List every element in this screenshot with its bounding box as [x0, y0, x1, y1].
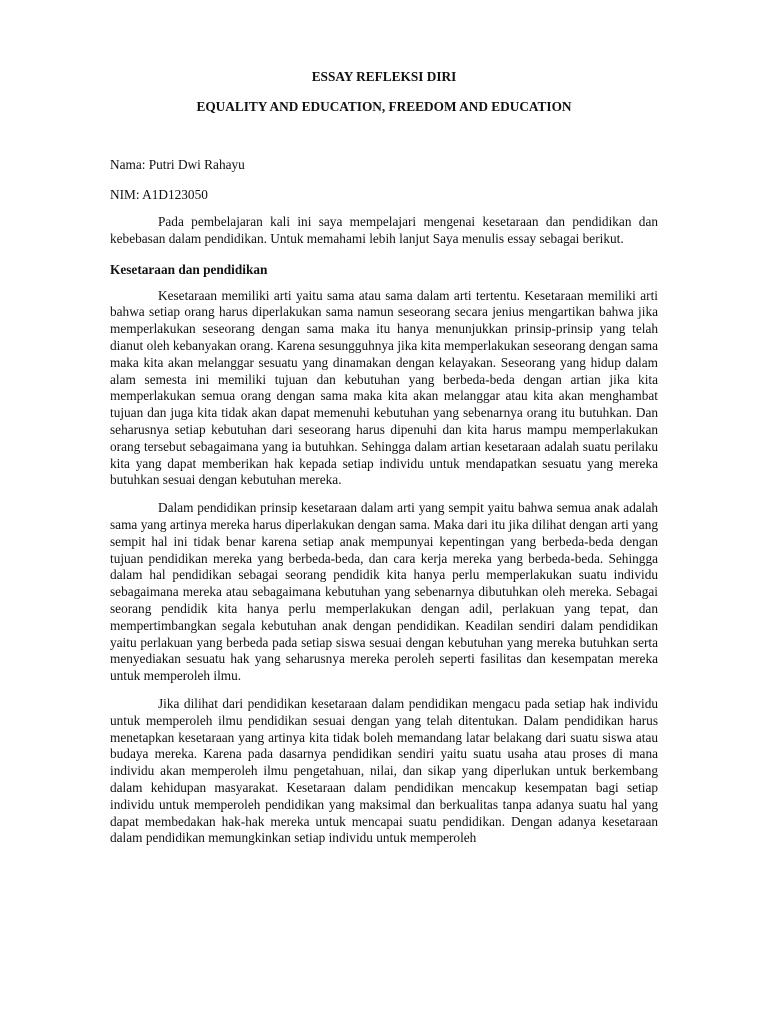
body-paragraph-1: Kesetaraan memiliki arti yaitu sama atau sama dalam arti tertentu. Kesetaraan memiliki arti bahwa setiap orang harus diperlakukan sama namun seseorang secara jenius mengartikan bahwa jika memperlakukan seseorang dengan sama maka itu hanya menunjukkan prinsip-prinsip yang telah dianut oleh kebanyakan orang. Karena sesungguhnya jika kita memperlakukan seseorang dengan sama maka kita akan melanggar sesuatu yang dinamakan dengan kelayakan. Seseorang yang hidup dalam alam semesta ini memiliki tujuan dan kebutuhan yang berbeda-beda dengan artian jika kita memperlakukan semua orang dengan sama maka kita akan melanggar atau kita akan menghambat tujuan dan juga kita tidak akan dapat memenuhi kebutuhan yang sebenarnya orang itu butuhkan. Dan seharusnya setiap kebutuhan dari seseorang harus dipenuhi dan kita harus mampu memperlakukan orang tersebut sebagaimana yang ia butuhkan. Sehingga dalam artian kesetaraan adalah suatu perilaku kita yang dapat memberikan hak kepada setiap individu untuk mendapatkan sesuatu yang mereka butuhkan sesuai dengan kebutuhan mereka. — [110, 287, 658, 488]
body-paragraph-3: Jika dilihat dari pendidikan kesetaraan dalam pendidikan mengacu pada setiap hak individu untuk memperoleh ilmu pendidikan sesuai dengan yang telah ditentukan. Dalam pendidikan harus menetapkan kesetaraan yang artinya kita tidak boleh memandang latar belakang dari suatu siswa atau budaya mereka. Karena pada dasarnya pendidikan sendiri yaitu suatu usaha atau proses di mana individu akan memperoleh ilmu pengetahuan, nilai, dan sikap yang diperlukan untuk berkembang dalam kehidupan masyarakat. Kesetaraan dalam pendidikan mencakup kesempatan bagi setiap individu untuk memperoleh pendidikan yang maksimal dan berkualitas tanpa adanya suatu hal yang dapat membedakan hak-hak mereka untuk mencapai suatu pendidikan. Dengan adanya kesetaraan dalam pendidikan memungkinkan setiap individu untuk memperoleh — [110, 695, 658, 846]
document-subtitle: EQUALITY AND EDUCATION, FREEDOM AND EDUCATION — [196, 99, 572, 114]
author-name: Nama: Putri Dwi Rahayu — [110, 157, 245, 172]
document-title: ESSAY REFLEKSI DIRI — [311, 69, 457, 84]
section-heading: Kesetaraan dan pendidikan — [110, 261, 268, 277]
intro-paragraph: Pada pembelajaran kali ini saya mempelajari mengenai kesetaraan dan pendidikan dan kebebasan dalam pendidikan. Untuk memahami lebih lanjut Saya menulis essay sebagai berikut. — [110, 214, 658, 246]
author-nim: NIM: A1D123050 — [110, 187, 208, 202]
body-paragraph-2: Dalam pendidikan prinsip kesetaraan dalam arti yang sempit yaitu bahwa semua anak adalah sama yang artinya mereka harus diperlakukan dengan sama. Maka dari itu jika dilihat dengan arti yang sempit hal ini tidak benar karena setiap anak mempunyai kepentingan yang berbeda-beda dengan tujuan pendidikan mereka yang berbeda-beda, dan cara kerja mereka yang berbeda-beda. Sehingga dalam hal pendidikan sebagai seorang pendidik kita hanya perlu memperlakukan suatu individu sebagaimana mereka atau sebagaimana kebutuhan yang sebenarnya dibutuhkan oleh mereka. Sebagai seorang pendidik kita hanya perlu memperlakukan dengan adil, perlakuan yang tepat, dan mempertimbangkan segala kebutuhan anak dengan pendidikan. Keadilan sendiri dalam pendidikan yaitu perlakuan yang berbeda pada setiap siswa sesuai dengan kebutuhan yang mereka butuhkan serta menyediakan sesuatu hak yang seharusnya mereka peroleh seperti fasilitas dan kesempatan mereka untuk memperoleh ilmu. — [110, 500, 658, 684]
